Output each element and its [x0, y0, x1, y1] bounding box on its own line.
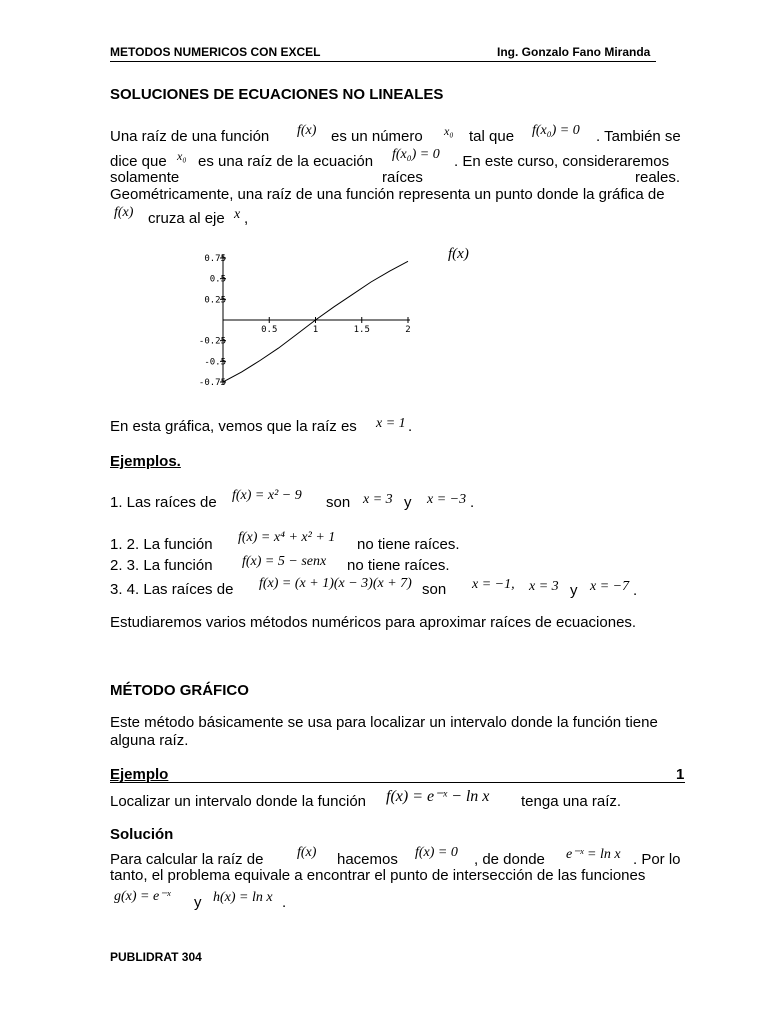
intro-line5-fx: f(x) [114, 205, 134, 220]
header-right: Ing. Gonzalo Fano Miranda [497, 45, 651, 59]
example1-a: 1. Las raíces de [110, 494, 217, 511]
example4-root2: x = 3 [529, 579, 559, 594]
method-text-line1: Este método básicamente se usa para localizar un intervalo donde la función tiene [110, 714, 658, 731]
root-graph [190, 245, 420, 395]
example1-text-a: Localizar un intervalo donde la función [110, 793, 367, 810]
after-graph-eq: x = 1 [376, 416, 406, 431]
footer: PUBLIDRAT 304 [110, 950, 202, 964]
intro-line1-a: Una raíz de una función [110, 128, 270, 145]
example1-number: 1 [676, 766, 685, 783]
solution-title: Solución [110, 826, 174, 843]
example2-eq: f(x) = x⁴ + x² + 1 [238, 530, 336, 545]
example4-num: 3. 4. Las raíces de [110, 581, 234, 598]
study-text: Estudiaremos varios métodos numéricos para aproximar raíces de ecuaciones. [110, 614, 637, 631]
example2-num: 1. 2. La función [110, 536, 213, 553]
solution-line1-fx: f(x) [297, 845, 317, 860]
example1-eq: f(x) = e⁻ˣ − ln x [386, 788, 490, 805]
intro-line5-a: cruza al eje [148, 210, 225, 227]
y-tick-label: 0.5 [209, 274, 226, 285]
example4-eq: f(x) = (x + 1)(x − 3)(x + 7) [259, 576, 412, 591]
method-title: MÉTODO GRÁFICO [110, 682, 249, 699]
intro-line2-b: es una raíz de la ecuación [198, 153, 374, 170]
solution-line3-end: . [282, 894, 287, 911]
example1-root1: x = 3 [363, 492, 393, 507]
x-tick-label: 0.5 [261, 325, 278, 335]
example1-root2: x = −3 [427, 492, 467, 507]
solution-line1-d: . Por lo [633, 851, 681, 868]
intro-line3-c: reales. [635, 169, 681, 186]
solution-line1-b: hacemos [337, 851, 398, 868]
example4-root1: x = −1, [472, 577, 515, 592]
intro-line4: Geométricamente, una raíz de una función representa un punto donde la gráfica de [110, 186, 665, 203]
after-graph-text: En esta gráfica, vemos que la raíz es [110, 418, 357, 435]
solution-line3-h: h(x) = ln x [213, 890, 273, 905]
solution-line3-y: y [194, 894, 202, 911]
example1-eq: f(x) = x² − 9 [232, 488, 302, 503]
y-tick-label: -0.75 [198, 378, 226, 388]
solution-line1-eq2: e⁻ˣ = ln x [566, 847, 621, 862]
solution-line2: tanto, el problema equivale a encontrar el punto de intersección de las funciones [110, 867, 646, 884]
example1-text-b: tenga una raíz. [521, 793, 622, 810]
intro-line3-b: raíces [382, 169, 423, 186]
header-rule [110, 61, 656, 62]
y-tick-label: -0.25 [198, 336, 226, 347]
graph-fx-label: f(x) [448, 246, 469, 262]
intro-line1-c: tal que [469, 128, 515, 145]
example3-num: 2. 3. La función [110, 557, 213, 574]
y-tick-label: 0.25 [204, 295, 226, 306]
solution-line1-a: Para calcular la raíz de [110, 851, 264, 868]
example4-c: y [570, 582, 578, 599]
example1-label: Ejemplo [110, 766, 169, 783]
x-tick-label: 1 [312, 325, 319, 335]
after-graph-end: . [408, 418, 413, 435]
intro-line1-fx: f(x) [297, 123, 317, 138]
x-tick-label: 2 [405, 325, 411, 335]
intro-line1-eq: f(x₀) = 0 [532, 123, 580, 138]
example2-b: no tiene raíces. [357, 536, 460, 553]
intro-line2-c: . En este curso, consideraremos [454, 153, 670, 170]
header-left: METODOS NUMERICOS CON EXCEL [110, 45, 321, 59]
solution-line3-g: g(x) = e⁻ˣ [114, 889, 171, 904]
y-tick-label: 0.75 [204, 254, 226, 264]
example1-b: son [326, 494, 351, 511]
y-tick-label: -0.5 [204, 357, 226, 368]
example4-root3: x = −7 [590, 579, 630, 594]
example3-eq: f(x) = 5 − senx [242, 554, 327, 569]
example1-d: . [470, 494, 475, 511]
intro-line1-d: . También se [596, 128, 681, 145]
example4-b: son [422, 581, 447, 598]
intro-line1-b: es un número [331, 128, 423, 145]
example3-b: no tiene raíces. [347, 557, 450, 574]
intro-line5-x: x [234, 207, 241, 222]
example1-c: y [404, 494, 412, 511]
method-text-line2: alguna raíz. [110, 732, 189, 749]
solution-line1-eq1: f(x) = 0 [415, 845, 458, 860]
example1-rule [110, 782, 685, 783]
example4-d: . [633, 582, 638, 599]
intro-line1-x0: x₀ [444, 124, 454, 138]
intro-line2-a: dice que [110, 153, 167, 170]
x-tick-label: 1.5 [353, 325, 370, 335]
intro-line2-eq: f(x₀) = 0 [392, 147, 440, 162]
intro-line3-a: solamente [110, 169, 180, 186]
section-title: SOLUCIONES DE ECUACIONES NO LINEALES [110, 86, 444, 103]
solution-line1-c: , de donde [474, 851, 545, 868]
intro-line5-b: , [244, 210, 249, 227]
intro-line2-x0: x₀ [177, 149, 187, 163]
examples-title: Ejemplos. [110, 453, 181, 470]
